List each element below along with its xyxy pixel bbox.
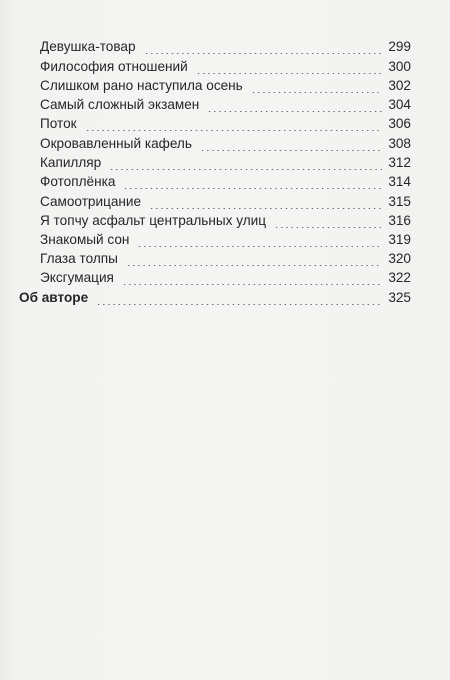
toc-entry <box>40 213 411 233</box>
dot-leader <box>85 130 382 131</box>
toc-entry-title: Фотоплёнка <box>40 174 116 189</box>
dot-leader <box>126 265 382 266</box>
toc-entry <box>40 97 411 117</box>
toc-entry <box>40 194 411 214</box>
toc-entry-page: 319 <box>388 232 411 247</box>
toc-entry-title: Философия отношений <box>40 59 188 74</box>
toc-entry-page: 325 <box>388 290 411 305</box>
dot-leader <box>122 284 382 285</box>
dot-leader <box>274 227 382 228</box>
toc-entry-title: Капилляр <box>40 155 102 170</box>
toc-entry <box>40 174 411 194</box>
toc-entry-page: 312 <box>388 155 411 170</box>
dot-leader <box>251 92 382 93</box>
dot-leader <box>149 208 382 209</box>
toc-entry <box>40 155 411 175</box>
toc-entry-title: Глаза толпы <box>40 251 118 266</box>
toc-entry-title: Слишком рано наступила осень <box>40 78 243 93</box>
toc-entry-page: 304 <box>388 97 411 112</box>
toc-entry-page: 314 <box>388 174 411 189</box>
toc-entry <box>40 78 411 98</box>
dot-leader <box>123 188 382 189</box>
toc-entry-title: Эксгумация <box>40 270 114 285</box>
toc-entry-page: 316 <box>388 213 411 228</box>
toc-entry-page: 322 <box>388 270 411 285</box>
toc-entry-page: 315 <box>388 194 411 209</box>
toc-entry-page: 306 <box>388 116 411 131</box>
toc-entry-title: Об авторе <box>19 290 89 305</box>
toc-entry <box>40 59 411 79</box>
dot-leader <box>96 304 382 305</box>
toc-entry <box>40 39 411 59</box>
toc-entry-title: Самый сложный экзамен <box>40 97 200 112</box>
toc-entry-title: Знакомый сон <box>40 232 130 247</box>
dot-leader <box>137 246 382 247</box>
toc-entry <box>40 136 411 156</box>
toc-entry-title: Поток <box>40 116 77 131</box>
toc-entry-title: Я топчу асфальт центральных улиц <box>40 213 267 228</box>
toc-entry-title: Девушка-товар <box>40 39 136 54</box>
dot-leader <box>144 53 382 54</box>
toc-entry <box>40 116 411 136</box>
toc-entry-title: Самоотрицание <box>40 194 142 209</box>
toc-entry-page: 308 <box>388 136 411 151</box>
toc-entry <box>40 251 411 271</box>
toc-entry <box>40 232 411 252</box>
dot-leader <box>196 73 382 74</box>
dot-leader <box>109 169 382 170</box>
toc-entry-page: 299 <box>388 39 411 54</box>
toc-entry-page: 302 <box>388 78 411 93</box>
toc-entry-title: Окровавленный кафель <box>40 136 192 151</box>
dot-leader <box>207 111 382 112</box>
dot-leader <box>200 150 382 151</box>
toc-entry-page: 300 <box>388 59 411 74</box>
toc-entry-about-author <box>19 290 411 310</box>
toc-entry-page: 320 <box>388 251 411 266</box>
toc-entry <box>40 270 411 290</box>
